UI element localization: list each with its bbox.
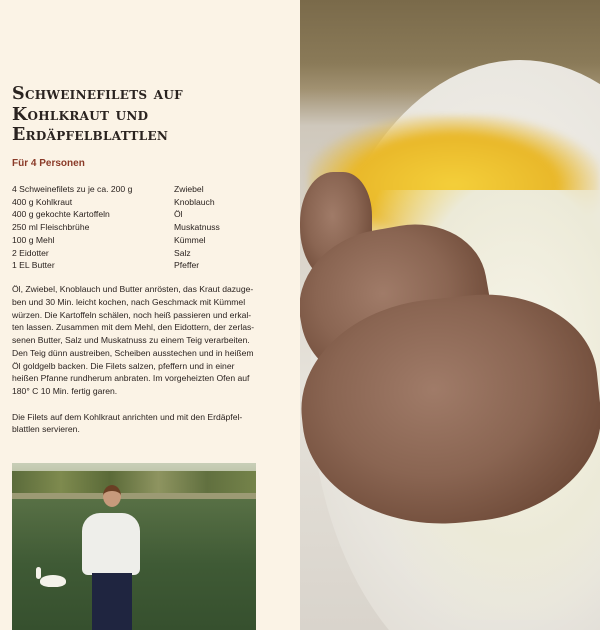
photo-person-head <box>103 485 121 507</box>
ingredient-item: 250 ml Fleischbrühe <box>12 222 90 233</box>
ingredient-item: 400 g gekochte Kartoffeln <box>12 209 110 220</box>
photo-person-trousers <box>92 573 132 630</box>
recipe-method <box>12 283 258 449</box>
ingredient-item: Knoblauch <box>174 196 215 207</box>
method-line: Die Filets auf dem Kohlkraut anrichten und mit den Erdäpfel- <box>12 411 243 422</box>
ingredient-item: 100 g Mehl <box>12 234 55 245</box>
method-paragraph <box>12 411 258 437</box>
title-line: Kohlkraut und <box>12 104 149 125</box>
method-line: Öl goldgelb backen. Die Filets salzen, pfeffern und in einer <box>12 360 235 371</box>
photo-swan <box>40 575 66 587</box>
method-line: Öl, Zwiebel, Knoblauch und Butter anrösten, das Kraut dazuge- <box>12 284 254 294</box>
recipe-title <box>12 84 292 146</box>
method-line: 180° C 10 Min. fertig garen. <box>12 386 118 396</box>
method-line: blattlen servieren. <box>12 424 80 435</box>
ingredient-item: 4 Schweinefilets zu je ca. 200 g <box>12 184 133 194</box>
method-line: ben und 30 Min. leicht kochen, nach Geschmack mit Kümmel <box>12 296 246 307</box>
title-line: Erdäpfelblattlen <box>12 125 169 145</box>
method-line: senen Butter, Salz und Muskatnuss zu einem Teig verarbeiten. <box>12 335 250 345</box>
method-paragraph <box>12 283 258 398</box>
ingredients-seasonings-column <box>174 183 284 272</box>
ingredient-item: Zwiebel <box>174 184 204 194</box>
method-line: heißen Pfanne rundherum anbraten. Im vorgeheizten Ofen auf <box>12 373 250 384</box>
ingredient-item: Öl <box>174 209 183 220</box>
dish-photo <box>300 0 600 630</box>
ingredient-item: 2 Eidotter <box>12 247 49 258</box>
servings-label: Für 4 Personen <box>12 158 85 169</box>
ingredient-item: 1 EL Butter <box>12 260 55 271</box>
method-line: würzen. Die Kartoffeln schälen, noch heiß passieren und erkal- <box>12 309 252 320</box>
photo-person-sweater <box>82 513 140 575</box>
ingredient-item: Pfeffer <box>174 260 200 271</box>
ingredient-item: 400 g Kohlkraut <box>12 196 73 207</box>
title-line: Schweinefilets auf <box>12 84 183 104</box>
author-photo-lakeside <box>12 463 256 630</box>
ingredients-quantities-column <box>12 183 172 272</box>
ingredient-item: Salz <box>174 247 191 258</box>
ingredient-item: Kümmel <box>174 234 206 245</box>
photo-swan-neck <box>36 567 41 579</box>
method-line: Den Teig dünn austreiben, Scheiben ausstechen und in heißem <box>12 347 254 358</box>
ingredient-item: Muskatnuss <box>174 222 220 233</box>
method-line: ten lassen. Zusammen mit dem Mehl, den Eidottern, der zerlas- <box>12 322 255 333</box>
